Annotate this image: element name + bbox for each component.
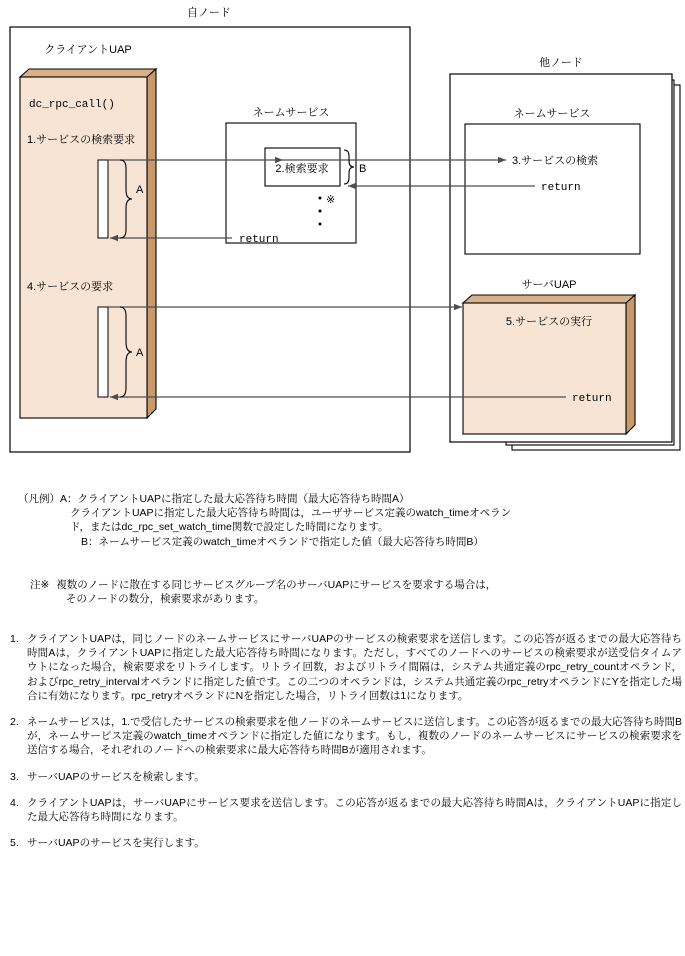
step-text: サーバUAPのサービスを検索します。 [27, 770, 205, 783]
step3-label: 3.サービスの検索 [512, 155, 599, 167]
remote-name-service-label: ネームサービス [513, 108, 591, 120]
legend-a-line3: ド，またはdc_rpc_set_watch_time関数で設定した時間になります。 [70, 521, 389, 534]
local-name-service-label: ネームサービス [252, 107, 330, 119]
client-uap-box-front [20, 77, 147, 418]
step-number: 5. [10, 837, 19, 850]
legend-key-b: B： [81, 535, 99, 548]
asterisk-note-label: ※ [326, 194, 336, 206]
step1-label: 1.サービスの検索要求 [27, 134, 136, 146]
step4-label: 4.サービスの要求 [27, 281, 114, 293]
step-number: 3. [10, 770, 19, 783]
note-row [30, 578, 680, 592]
step-item [10, 632, 682, 703]
step-text: ネームサービスは，1.で受信したサービスの検索要求を他ノードのネームサービスに送信します。この応答が返るまでの最大応答待ち時間Bが，ネームサービス定義のwatch_timeオペランドに指定した値になります。もし，複数のノードのネームサービスにサービスの検索要求を送信する場合，それぞれのノードへの検索要求に最大応答待ち時間Bが適用されます。 [27, 716, 682, 757]
other-node-label: 他ノード [539, 57, 583, 69]
legend-a-line1: クライアントUAPに指定した最大応答待ち時間（最大応答待ち時間A） [77, 493, 410, 505]
step-text: サーバUAPのサービスを実行します。 [27, 837, 205, 850]
legend-block [18, 492, 678, 549]
step2-label: 2.検索要求 [275, 163, 329, 175]
client-func-label: dc_rpc_call() [29, 99, 115, 111]
legend-key-a: A： [60, 493, 78, 505]
brace-a-bottom-label: A [136, 347, 144, 359]
step-number: 1. [10, 633, 19, 645]
client-uap-label: クライアントUAP [44, 44, 132, 56]
brace-b-label: B [359, 163, 367, 175]
legend-title: （凡例） [18, 493, 60, 505]
server-uap-box-side [626, 295, 635, 434]
step5-label: 5.サービスの実行 [505, 316, 593, 328]
step-item [10, 770, 682, 784]
sequence-diagram [0, 0, 685, 462]
return-client-label: return [239, 234, 279, 246]
return-server-label: return [572, 393, 612, 405]
server-uap-box-top [463, 295, 635, 303]
step-text: クライアントUAPは，サーバUAPにサービス要求を送信します。この応答が返るまでの最大応答待ち時間Aは，クライアントUAPに指定した最大応答待ち時間になります。 [27, 796, 682, 824]
legend-row-a [18, 492, 678, 506]
client-uap-box-side [147, 69, 156, 418]
step-number: 2. [10, 716, 19, 729]
brace-a-top-label: A [136, 184, 144, 196]
step-item [10, 836, 682, 850]
steps-block [10, 632, 682, 862]
step-text: クライアントUAPは，同じノードのネームサービスにサーバUAPのサービスの検索要求を送信します。この応答が返るまでの最大応答待ち時間Aは，クライアントUAPに指定した最大応答待ち時間になります。ただし，すべてのノードへのサービスの検索要求が送受信タイムアウトになった場合，検索要求をリトライします。リトライ回数，およびリトライ間隔は，システム共通定義のrpc_retry_countオペランド，およびrpc_retry_intervalオペランドに指定した値です。この二つのオペランドは，システム共通定義のrpc_retryオペランドにYを指定した場合に有効になります。rpc_retryオペランドにNを指定した場合，リトライ回数は1になります。 [27, 633, 682, 702]
note-line2: そのノードの数分，検索要求があります。 [66, 593, 265, 606]
step-item [10, 715, 682, 758]
client-activation-bar-2 [98, 307, 108, 397]
own-node-label: 自ノード [187, 7, 231, 19]
server-uap-label: サーバUAP [521, 279, 577, 291]
note-block [30, 578, 680, 606]
legend-b-line1: ネームサービス定義のwatch_timeオペランドで指定した値（最大応答待ち時間B） [98, 535, 484, 548]
step-number: 4. [10, 796, 19, 809]
note-marker: 注※ [30, 579, 50, 591]
client-uap-box-top [20, 69, 156, 77]
client-activation-bar-1 [98, 160, 108, 238]
legend-a-line2: クライアントUAPに指定した最大応答待ち時間は，ユーザサービス定義のwatch_timeオペラン [70, 507, 512, 520]
step-item [10, 796, 682, 824]
legend-row-b [18, 535, 678, 549]
return-remote-ns-label: return [541, 182, 581, 194]
note-line1: 複数のノードに散在する同じサービスグループ名のサーバUAPにサービスを要求する場合は， [56, 579, 497, 591]
